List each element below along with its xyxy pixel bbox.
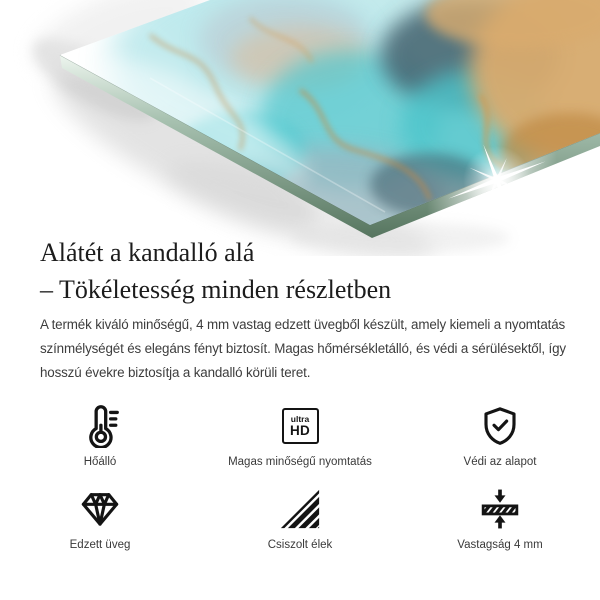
features-grid (0, 399, 600, 551)
product-photo (0, 0, 600, 256)
feature-thickness (400, 482, 600, 551)
feature-label: Csiszolt élek (267, 539, 333, 551)
feature-label: Vastagság 4 mm (457, 539, 543, 551)
feature-tempered-glass (0, 482, 200, 551)
page-title-line-1: Alátét a kandalló alá (40, 238, 255, 267)
page-title-line-2: – Tökéletesség minden részletben (40, 275, 392, 304)
thickness-icon (478, 482, 522, 536)
feature-label: Edzett üveg (69, 539, 131, 551)
feature-protects-base (400, 399, 600, 468)
thermometer-icon (78, 399, 122, 453)
feature-label: Magas minőségű nyomtatás (228, 456, 372, 468)
feature-print-quality (200, 399, 400, 468)
diamond-icon (77, 482, 123, 536)
polished-edges-icon (279, 482, 321, 536)
ultra-hd-icon (282, 399, 319, 453)
product-description: A termék kiváló minőségű, 4 mm vastag edzett üvegből készült, amely kiemeli a nyomtatás színmélységét és elegáns fényt biztosít. Magas hőmérsékletálló, és védi a sérülésektől, így hosszú évekre biztosítja a kandalló körüli teret. (40, 317, 566, 380)
feature-label: Védi az alapot (463, 456, 537, 468)
ultra-hd-badge-top: ultra (290, 413, 310, 424)
glass-plate-illustration (0, 0, 600, 256)
page-title (40, 234, 580, 308)
shield-check-icon (479, 399, 521, 453)
ultra-hd-badge-bottom: HD (290, 423, 310, 438)
feature-polished-edges (200, 482, 400, 551)
feature-label: Hőálló (83, 456, 117, 468)
feature-heat-resistant (0, 399, 200, 468)
